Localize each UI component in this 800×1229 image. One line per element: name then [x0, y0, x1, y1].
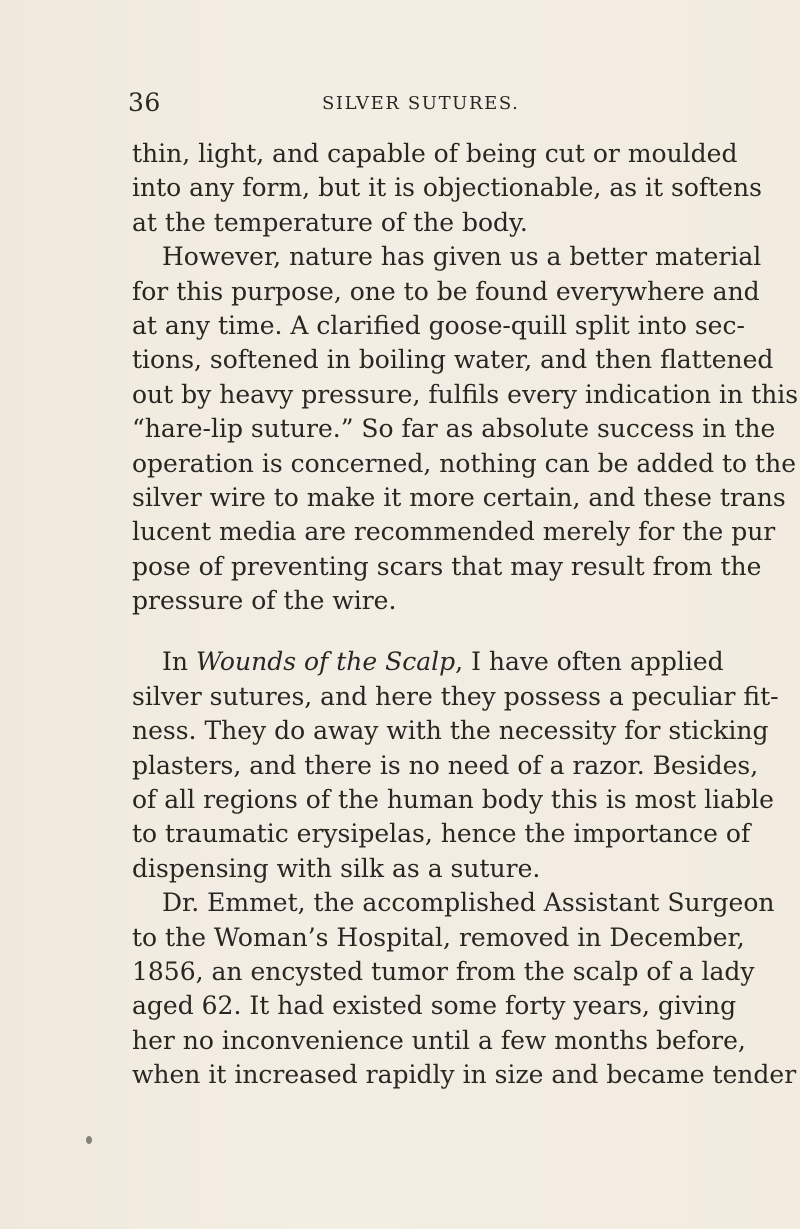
- text-line: Dr. Emmet, the accomplished Assistant Surgeon: [162, 888, 775, 918]
- text-line: for this purpose, one to be found everywhere and: [132, 276, 760, 306]
- text-line: pose of preventing scars that may result from the: [132, 551, 762, 581]
- paragraph-4: [132, 886, 797, 1092]
- text-line: her no inconvenience until a few months before,: [132, 1025, 746, 1055]
- paragraph-2: [132, 240, 799, 618]
- text-line: 1856, an encysted tumor from the scalp of a lady: [132, 956, 755, 986]
- text-line: plasters, and there is no need of a razor. Besides,: [132, 750, 759, 780]
- text-line: when it increased rapidly in size and became tender: [132, 1060, 797, 1090]
- paragraph-3: [132, 645, 779, 886]
- italic-term-scalp: Scalp: [385, 647, 456, 677]
- italic-text-run: of the: [296, 647, 386, 677]
- text-run: In: [162, 647, 196, 677]
- text-line: into any form, but it is objectionable, as it softens: [132, 173, 762, 203]
- paragraph-gap: [132, 618, 717, 645]
- text-line: to the Woman’s Hospital, removed in December,: [132, 922, 745, 952]
- text-line: out by heavy pressure, fulfils every indication in this: [132, 379, 799, 409]
- body-text: [132, 137, 799, 1093]
- text-line: operation is concerned, nothing can be added to the: [132, 448, 797, 478]
- text-line: pressure of the wire.: [132, 586, 397, 616]
- text-line: of all regions of the human body this is most liable: [132, 785, 774, 815]
- text-line: aged 62. It had existed some forty years, giving: [132, 991, 737, 1021]
- italic-term-wounds: Wounds: [195, 647, 297, 677]
- page-number: 36: [128, 88, 161, 117]
- text-line: However, nature has given us a better material: [162, 242, 762, 272]
- text-line: “hare-lip suture.” So far as absolute success in the: [132, 414, 776, 444]
- text-line: dispensing with silk as a suture.: [132, 853, 541, 883]
- text-line: lucent media are recommended merely for the pur: [132, 517, 776, 547]
- text-run: , I have often applied: [455, 647, 724, 677]
- paragraph-1: [132, 137, 762, 240]
- text-line: ness. They do away with the necessity for sticking: [132, 716, 769, 746]
- text-line: thin, light, and capable of being cut or moulded: [132, 139, 738, 168]
- running-head: SILVER SUTURES.: [322, 93, 520, 114]
- text-line: tions, softened in boiling water, and then flattened: [132, 345, 774, 375]
- text-line: to traumatic erysipelas, hence the importance of: [132, 819, 751, 849]
- text-line: at the temperature of the body.: [132, 207, 528, 237]
- text-line: silver sutures, and here they possess a peculiar fit-: [132, 681, 779, 711]
- text-line: silver wire to make it more certain, and these trans: [132, 482, 786, 512]
- text-line: [132, 645, 724, 679]
- text-line: at any time. A clarified goose-quill split into sec-: [132, 310, 745, 340]
- ink-speck: [86, 1136, 92, 1144]
